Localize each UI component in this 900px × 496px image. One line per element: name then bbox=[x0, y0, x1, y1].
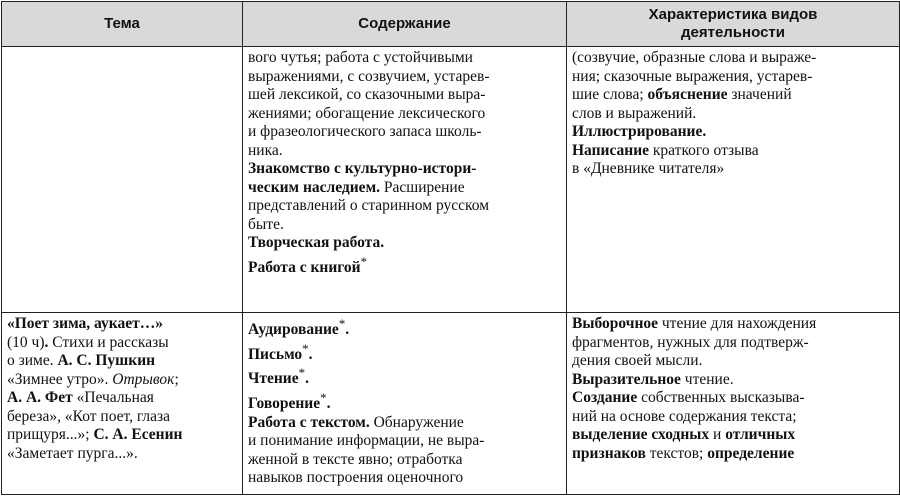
row2-topic-line: «Поет зима, аукает…» bbox=[7, 315, 163, 332]
row2-topic-line bbox=[7, 371, 236, 390]
footnote-mark: * bbox=[360, 253, 368, 269]
header-row bbox=[2, 2, 900, 47]
row1-activity-line: Иллюстрирование. bbox=[572, 123, 707, 140]
row1-content-line: Знакомство с культурно-истори- bbox=[248, 160, 477, 177]
row1-content-line: вого чутья; работа с устойчивыми bbox=[248, 49, 473, 66]
text-run: ; bbox=[174, 370, 179, 388]
footnote-mark: * bbox=[320, 389, 327, 405]
header-topic: Тема bbox=[2, 2, 243, 47]
bold-term: признаков bbox=[572, 444, 646, 462]
row1-activity-line bbox=[572, 86, 893, 105]
footnote-mark: * bbox=[298, 365, 306, 381]
bold-term: отличных bbox=[725, 426, 796, 443]
row1-content-line: быте. bbox=[248, 215, 284, 233]
row2-activity-line bbox=[572, 426, 893, 445]
bold-term: Выразительное bbox=[572, 370, 681, 388]
row2-topic-line bbox=[7, 389, 236, 408]
header-activity-line2: деятельности bbox=[681, 24, 785, 41]
row1-content-line: представлений о старинном русском bbox=[248, 197, 489, 214]
row2-activity-line: фрагментов, нужных для подтверж- bbox=[572, 333, 809, 351]
text-run: и bbox=[709, 426, 726, 443]
bold-term: . bbox=[44, 333, 49, 351]
row2-topic-cell bbox=[2, 313, 243, 495]
author-name: С. А. Есенин bbox=[93, 426, 183, 443]
bold-term: . bbox=[308, 345, 313, 363]
text-run: чтение для нахождения bbox=[658, 315, 817, 332]
row2-activity-line bbox=[572, 371, 893, 390]
text-run: собственных высказыва- bbox=[637, 389, 805, 406]
author-name: А. С. Пушкин bbox=[57, 352, 156, 369]
bold-term: Чтение bbox=[248, 370, 299, 388]
row1-activity-line: в «Дневнике читателя» bbox=[572, 160, 725, 177]
row2-activity-line: дения своей мысли. bbox=[572, 352, 703, 369]
row2-content-line bbox=[248, 414, 560, 433]
row2-activity-cell bbox=[567, 313, 900, 495]
row2-content-line bbox=[248, 315, 560, 340]
text-run: краткого отзыва bbox=[649, 141, 759, 159]
row2-activity-line bbox=[572, 389, 893, 408]
row1-content-line: выражениями, с созвучием, устарев- bbox=[248, 67, 490, 85]
bold-term: определение bbox=[707, 444, 795, 462]
row1-content-line: жениями; обогащение лексического bbox=[248, 104, 486, 122]
bold-term: . bbox=[345, 321, 350, 339]
text-run: шие слова; bbox=[572, 86, 648, 103]
row2-content-line: и понимание информации, не выра- bbox=[248, 432, 485, 450]
table-row bbox=[2, 47, 900, 313]
author-name: А. А. Фет bbox=[7, 389, 73, 406]
row2-content-line bbox=[248, 364, 560, 389]
text-run: о зиме. bbox=[7, 352, 58, 369]
row1-activity-line bbox=[572, 142, 893, 161]
row2-activity-line bbox=[572, 445, 893, 464]
row1-topic-cell bbox=[2, 47, 243, 313]
row2-content-line: навыков построения оценочного bbox=[248, 469, 464, 487]
bold-term: Создание bbox=[572, 389, 638, 406]
row2-content-cell bbox=[243, 313, 567, 495]
bold-term: Говорение bbox=[248, 395, 321, 413]
row1-activity-line: ния; сказочные выражения, устарев- bbox=[572, 67, 813, 85]
text-run: «Печальная bbox=[72, 389, 154, 406]
text-run: Расширение bbox=[380, 178, 465, 196]
bold-term: объяснение bbox=[647, 86, 728, 103]
text-run: Стихи и рассказы bbox=[48, 333, 169, 351]
row2-content-line bbox=[248, 340, 560, 365]
row1-activity-line: (созвучие, образные слова и выраже- bbox=[572, 49, 817, 66]
row2-topic-line bbox=[7, 352, 236, 371]
row2-activity-line bbox=[572, 315, 893, 334]
row1-content-line bbox=[248, 253, 560, 278]
row2-content-line: женной в тексте явно; отработка bbox=[248, 450, 463, 468]
row2-activity-line: ний на основе содержания текста; bbox=[572, 407, 797, 425]
row1-content-line bbox=[248, 179, 560, 198]
bold-term: . bbox=[326, 395, 331, 413]
row2-topic-line: береза», «Кот поет, глаза bbox=[7, 407, 171, 425]
bold-term: Аудирование bbox=[248, 321, 339, 339]
row1-content-line: ника. bbox=[248, 141, 283, 159]
text-run: чтение. bbox=[680, 370, 734, 388]
text-run: прищуря...»; bbox=[7, 426, 94, 443]
bold-term: Работа с книгой bbox=[248, 258, 361, 276]
row1-activity-line: слов и выражений. bbox=[572, 104, 697, 122]
table-row bbox=[2, 313, 900, 495]
header-content: Содержание bbox=[243, 2, 567, 47]
bold-term: Работа с текстом. bbox=[248, 413, 370, 431]
bold-term: . bbox=[305, 370, 309, 388]
text-run: (10 ч) bbox=[7, 333, 45, 351]
text-run: Обнаружение bbox=[369, 413, 464, 431]
text-run: значений bbox=[727, 86, 792, 103]
row2-topic-line bbox=[7, 334, 236, 353]
text-run: текстов; bbox=[645, 444, 708, 462]
row1-activity-cell bbox=[567, 47, 900, 313]
italic-term: Отрывок bbox=[112, 370, 175, 388]
bold-term: Письмо bbox=[248, 345, 303, 363]
bold-term: ческим наследием. bbox=[248, 178, 380, 196]
row1-content-line: шей лексикой, со сказочными выра- bbox=[248, 86, 486, 103]
header-activity bbox=[567, 2, 900, 47]
row2-topic-line bbox=[7, 426, 236, 445]
text-run: «Зимнее утро». bbox=[7, 370, 113, 388]
footnote-mark: * bbox=[302, 340, 309, 356]
header-activity-line1: Характеристика видов bbox=[648, 6, 818, 23]
row2-topic-line: «Заметает пурга...». bbox=[7, 444, 138, 462]
bold-term: Выборочное bbox=[572, 315, 659, 332]
bold-term: выделение сходных bbox=[572, 426, 710, 443]
row1-content-cell bbox=[243, 47, 567, 313]
curriculum-table bbox=[1, 1, 900, 495]
row1-content-line: и фразеологического запаса школь- bbox=[248, 123, 482, 140]
footnote-mark: * bbox=[338, 316, 346, 331]
row2-content-line bbox=[248, 389, 560, 414]
bold-term: Написание bbox=[572, 141, 650, 159]
row1-content-line: Творческая работа. bbox=[248, 234, 385, 251]
